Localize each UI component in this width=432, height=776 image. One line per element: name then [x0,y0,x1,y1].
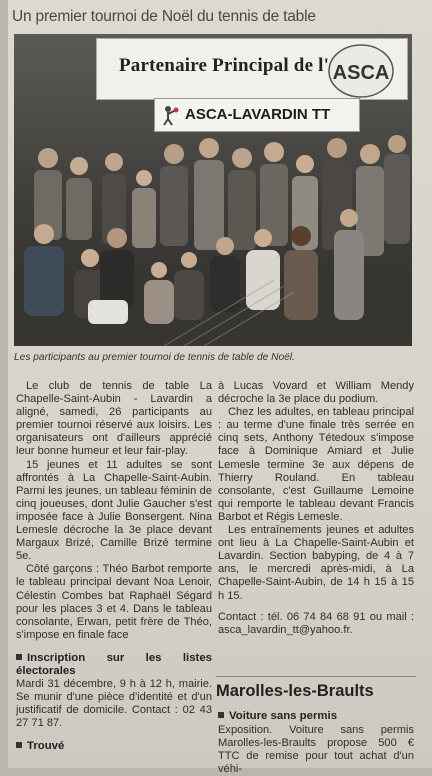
club-banner [154,98,360,132]
article-column-2 [218,380,414,637]
brief-elections [16,652,212,730]
sponsor-banner-text: Partenaire Principal de l' [119,55,330,76]
bullet-icon [16,742,22,748]
club-banner-text: ASCA-LAVARDIN TT [185,106,331,123]
article-paragraph: 15 jeunes et 11 adultes se sont affrontés à La Chapelle-Saint-Aubin. Parmi les jeunes, un tableau féminin de cinq joueuses, dont Julie Gaucher s'est imposée face à Julie Bonsergent. Nina Lemesle décroche la 3e place devant Margaux Brizé, Camille Brizé termine 5e. [16,458,212,563]
brief-car-title: Voiture sans permis [218,710,416,723]
group-of-participants [14,130,412,346]
sponsor-banner [96,38,408,100]
bullet-icon [16,654,22,660]
section-divider [216,676,416,677]
article-paragraph: Chez les adultes, en tableau principal : au terme d'une finale très serrée en cinq sets, Anthony Tétedoux s'impose face à Dominique Amiard et Julie Lemesle termine 3e aux dépens de Thierry Rouland. En tableau consolante, c'est Guillaume Lemoine qui remporte le tableau devant Francis Barbot et Régis Lemesle. [218,406,414,523]
article-contact: Contact : tél. 06 74 84 68 91 ou mail : asca_lavardin_tt@yahoo.fr. [218,610,414,636]
brief-car-body: Exposition. Voiture sans permis Marolles-les-Braults propose 500 € TTC de remise pour tout achat d'un véhi- [218,724,414,775]
brief-elections-body: Mardi 31 décembre, 9 h à 12 h, mairie. Se munir d'une pièce d'identité et d'un justificatif de domicile. Contact : 02 43 27 71 87. [16,677,212,730]
asca-logo-text: ASCA [332,62,390,84]
article-paragraph: à Lucas Vovard et William Mendy décroche la 3e place du podium. [218,380,414,406]
ping-pong-player-icon [159,104,181,126]
brief-found [16,740,212,753]
article-headline: Un premier tournoi de Noël du tennis de table [12,8,316,25]
photo-caption: Les participants au premier tournoi de tennis de table de Noël. [14,352,295,363]
bullet-icon [218,712,224,718]
article-paragraph: Côté garçons : Théo Barbot remporte le tableau principal devant Noa Lenoir, Célestin Combes bat Raphaël Ségard pour les places 3 et 4. Dans le tableau consolante, Erwan, petit frère de Théo, s'impose en finale face [16,563,212,641]
town-heading: Marolles-les-Braults [216,682,374,700]
article-paragraph: Les entraînements jeunes et adultes ont lieu à La Chapelle-Saint-Aubin et Lavardin. Section babyping, de 4 à 7 ans, le mercredi après-midi, à La Chapelle-Saint-Aubin, de 14 h 15 à 15 h 15. [218,524,414,602]
brief-elections-title: Inscription sur les listes électorales [16,651,212,677]
brief-found-title: Trouvé [16,740,212,753]
article-paragraph: Le club de tennis de table La Chapelle-Saint-Aubin - Lavardin a aligné, samedi, 26 participants au premier tournoi réservé aux loisirs. Les organisateurs ont d'ailleurs apprécié leur bonne humeur et leur fair-play. [16,380,212,458]
article-photo [14,34,412,346]
asca-logo [327,41,395,99]
article-column-1 [16,380,212,753]
